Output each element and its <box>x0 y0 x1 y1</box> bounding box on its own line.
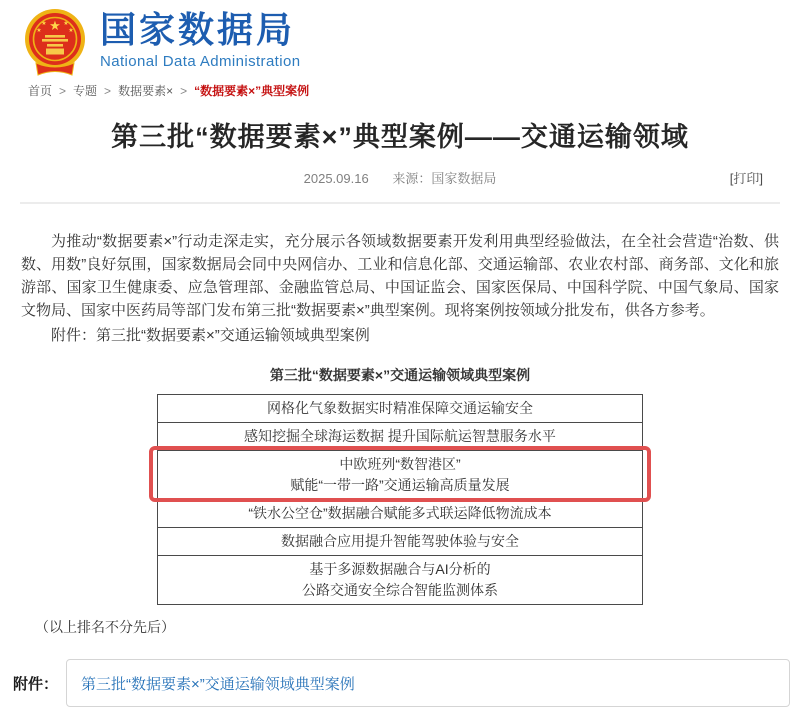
case-title-line: 感知挖掘全球海运数据 提升国际航运智慧服务水平 <box>244 428 556 444</box>
breadcrumb-separator: > <box>59 83 67 98</box>
case-title-line: 数据融合应用提升智能驾驶体验与安全 <box>281 533 519 549</box>
attachment-mention-line: 附件：第三批“数据要素×”交通运输领域典型案例 <box>51 327 370 344</box>
table-row <box>158 555 642 604</box>
ranking-note: （以上排名不分先后） <box>35 619 175 635</box>
print-button[interactable]: [打印] <box>729 171 763 186</box>
national-emblem-logo <box>22 8 88 78</box>
case-title-line: 基于多源数据融合与AI分析的 <box>309 561 491 577</box>
attachment-box <box>66 659 790 707</box>
table-row <box>158 499 642 527</box>
table-row <box>158 422 642 450</box>
table-row <box>158 395 642 422</box>
breadcrumb-item-data-elements[interactable]: 数据要素× <box>118 84 174 98</box>
table-row-highlighted <box>158 450 642 499</box>
attachment-label: 附件： <box>13 675 59 693</box>
article-meta <box>0 168 800 188</box>
svg-text:★: ★ <box>68 28 74 34</box>
case-title-line: 公路交通安全综合智能监测体系 <box>302 582 498 598</box>
article-body <box>0 204 800 347</box>
case-title-line: 中欧班列“数智港区” <box>339 456 461 472</box>
case-title-line: 赋能“一带一路”交通运输高质量发展 <box>290 477 510 493</box>
breadcrumb-separator: > <box>104 83 112 98</box>
source-label: 来源：国家数据局 <box>392 171 497 186</box>
site-title-block <box>100 8 300 70</box>
case-table <box>157 394 643 605</box>
publish-date: 2025.09.16 <box>303 171 369 186</box>
site-name-english: National Data Administration <box>100 53 301 70</box>
attachment-section <box>13 659 790 707</box>
svg-text:★: ★ <box>49 18 61 33</box>
breadcrumb-separator: > <box>180 83 188 98</box>
case-title-line: “铁水公空仓”数据融合赋能多式联运降低物流成本 <box>248 505 552 521</box>
site-header <box>0 0 800 78</box>
svg-text:★: ★ <box>41 21 47 27</box>
breadcrumb-item-home[interactable]: 首页 <box>28 84 53 98</box>
case-title-line: 网格化气象数据实时精准保障交通运输安全 <box>267 400 533 416</box>
attachment-download-link[interactable]: 第三批“数据要素×”交通运输领域典型案例 <box>81 675 355 693</box>
svg-text:★: ★ <box>63 21 69 27</box>
breadcrumb-current-page[interactable]: “数据要素×”典型案例 <box>194 84 310 98</box>
intro-paragraph: 为推动“数据要素×”行动走深走实，充分展示各领域数据要素开发利用典型经验做法，在全社会营造“治数、供数、用数”良好氛围，国家数据局会同中央网信办、工业和信息化部、交通运输部、农业农村部、商务部、文化和旅游部、国家卫生健康委、应急管理部、金融监管总局、中国证监会、国家医保局、中国科学院、中国气象局、国家文物局、国家中医药局等部门发布第三批“数据要素×”典型案例。现将案例按领域分批发布，供各方参考。 <box>21 233 779 319</box>
case-table-caption: 第三批“数据要素×”交通运输领域典型案例 <box>269 367 531 383</box>
svg-text:★: ★ <box>36 28 42 34</box>
breadcrumb-item-topics[interactable]: 专题 <box>73 84 98 98</box>
site-name: 国家数据局 <box>100 9 296 50</box>
page-title: 第三批“数据要素×”典型案例——交通运输领域 <box>111 122 689 152</box>
breadcrumb <box>0 78 800 99</box>
table-row <box>158 527 642 555</box>
